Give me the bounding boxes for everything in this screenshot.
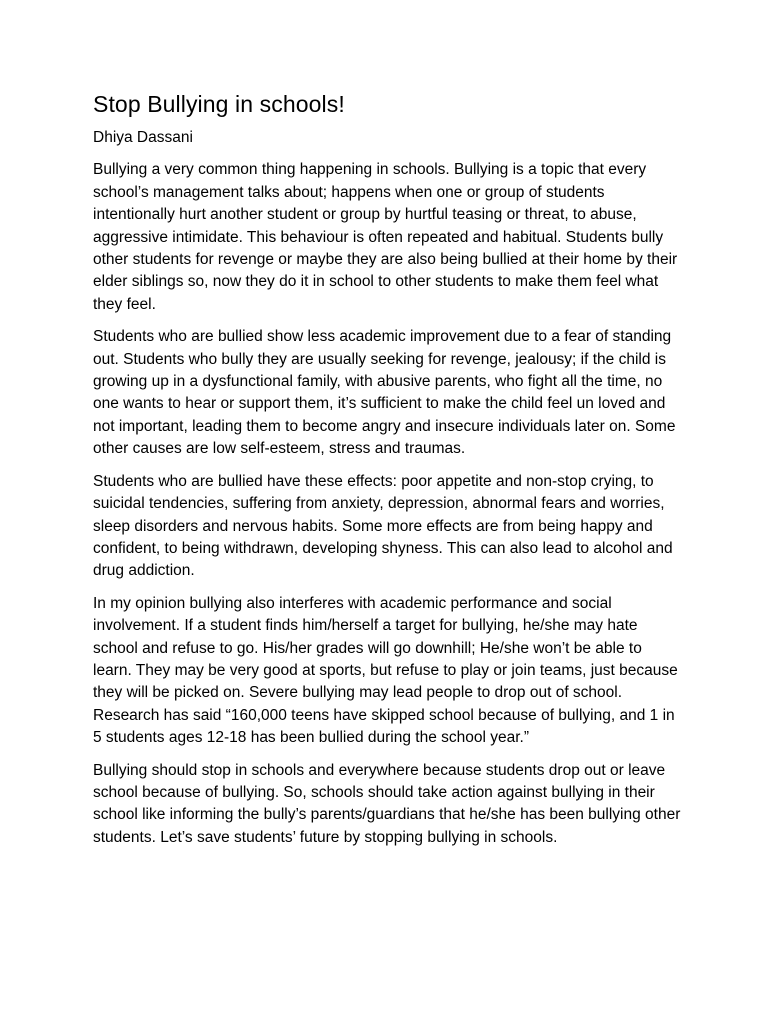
- author-name: Dhiya Dassani: [93, 129, 193, 146]
- paragraph-5: Bullying should stop in schools and everywhere because students drop out or leave school because of bullying. So, schools should take action against bullying in their school like informing the bully’s parents/guardians that he/she has been bullying other students. Let’s save students’ future by stopping bullying in schools.: [93, 761, 681, 846]
- paragraph-2: Students who are bullied show less academic improvement due to a fear of standing out. Students who bully they are usually seeking for revenge, jealousy; if the child is growing up in a dysfunctional family, with abusive parents, who fight all the time, no one wants to hear or support them, it’s sufficient to make the child feel un loved and not important, leading them to become angry and insecure individuals later on. Some other causes are low self-esteem, stress and traumas.: [93, 328, 676, 458]
- paragraph-1: Bullying a very common thing happening in schools. Bullying is a topic that every school’s management talks about; happens when one or group of students intentionally hurt another student or group by hurtful teasing or threat, to abuse, aggressive intimidate. This behaviour is often repeated and habitual. Students bully other students for revenge or maybe they are also being bullied at their home by their elder siblings so, now they do it in school to other students to make them feel what they feel.: [93, 161, 678, 313]
- page-title: Stop Bullying in schools!: [93, 91, 345, 117]
- paragraph-3: Students who are bullied have these effects: poor appetite and non-stop crying, to suicidal tendencies, suffering from anxiety, depression, abnormal fears and worries, sleep disorders and nervous habits. Some more effects are from being happy and confident, to being withdrawn, developing shyness. This can also lead to alcohol and drug addiction.: [93, 472, 673, 580]
- document-body: [93, 86, 683, 859]
- paragraph-4: In my opinion bullying also interferes with academic performance and social involvement. If a student finds him/herself a target for bullying, he/she may hate school and refuse to go. His/her grades will go downhill; He/she won’t be able to learn. They may be very good at sports, but refuse to play or join teams, just because they will be picked on. Severe bullying may lead people to drop out of school. Research has said “160,000 teens have skipped school because of bullying, and 1 in 5 students ages 12-18 has been bullied during the school year.”: [93, 594, 678, 747]
